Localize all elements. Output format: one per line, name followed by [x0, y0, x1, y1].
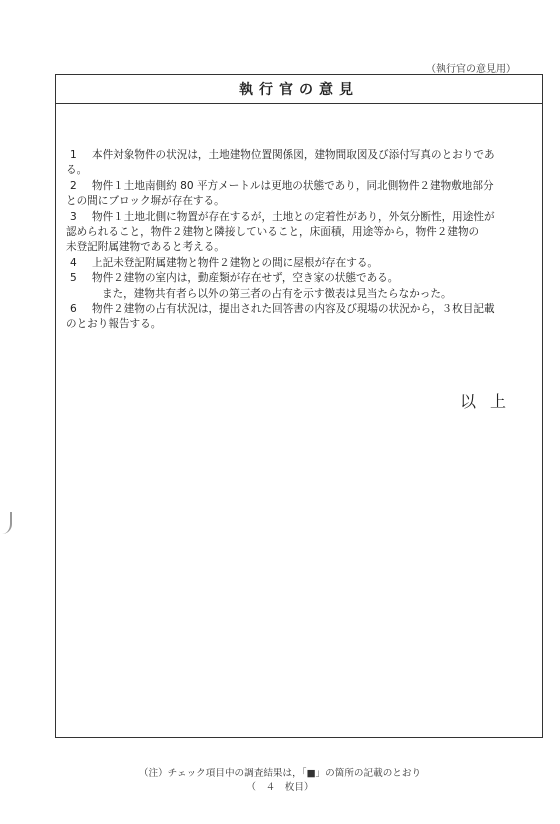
form-title: 執行官の意見	[56, 75, 542, 104]
opinion-item-line	[66, 194, 532, 209]
item-number: 6	[70, 303, 77, 316]
item-text: 未登記附属建物であると考える。	[66, 241, 225, 254]
item-number	[66, 287, 92, 302]
item-number: 5	[70, 272, 77, 285]
form-type-label: （執行官の意見用）	[426, 64, 516, 75]
opinion-item-line	[66, 317, 532, 332]
item-number: 2	[70, 179, 77, 192]
item-text: 物件１土地北側に物置が存在するが，土地との定着性があり，外気分断性，用途性が	[92, 210, 495, 223]
item-text: 物件１土地南側約 80 平方メートルは更地の状態であり，同北側物件２建物敷地部分	[92, 179, 494, 192]
item-text: 認められること，物件２建物と隣接していること，床面積，用途等から，物件２建物の	[66, 226, 480, 239]
item-text: 物件２建物の室内は，動産類が存在せず，空き家の状態である。	[92, 272, 399, 285]
item-text: 上記未登記附属建物と物件２建物との間に屋根が存在する。	[92, 256, 379, 269]
opinion-item-line	[66, 271, 532, 286]
item-number: 3	[70, 210, 77, 223]
page-number: （ ４ 枚目）	[246, 782, 314, 793]
opinion-item-line	[66, 210, 532, 225]
item-text: との間にブロック塀が存在する。	[66, 195, 225, 208]
item-number: 1	[70, 149, 77, 161]
item-number: 4	[70, 256, 77, 269]
item-text: る。	[66, 164, 88, 177]
item-text: また，建物共有者ら以外の第三者の占有を示す徴表は見当たらなかった。	[102, 287, 452, 300]
item-text: 物件２建物の占有状況は，提出された回答書の内容及び現場の状況から，３枚目記載	[92, 303, 495, 316]
opinion-item-line	[66, 148, 532, 163]
item-text: のとおり報告する。	[66, 318, 162, 331]
scan-edge-mark	[0, 512, 12, 534]
opinion-item-line	[66, 163, 532, 178]
opinion-item-line	[66, 179, 532, 194]
opinion-form	[55, 74, 543, 738]
opinion-item-line	[66, 240, 532, 255]
item-text: 本件対象物件の状況は，土地建物位置関係図，建物間取図及び添付写真のとおりであ	[92, 149, 495, 161]
opinion-item-line	[66, 225, 532, 240]
opinion-item-line	[66, 287, 532, 302]
opinion-item-line	[66, 302, 532, 317]
closing-mark: 以上	[459, 392, 520, 411]
footer-note: （注）チェック項目中の調査結果は，「■」の箇所の記載のとおり	[138, 768, 422, 779]
opinion-item-line	[66, 256, 532, 271]
form-body	[56, 104, 542, 333]
